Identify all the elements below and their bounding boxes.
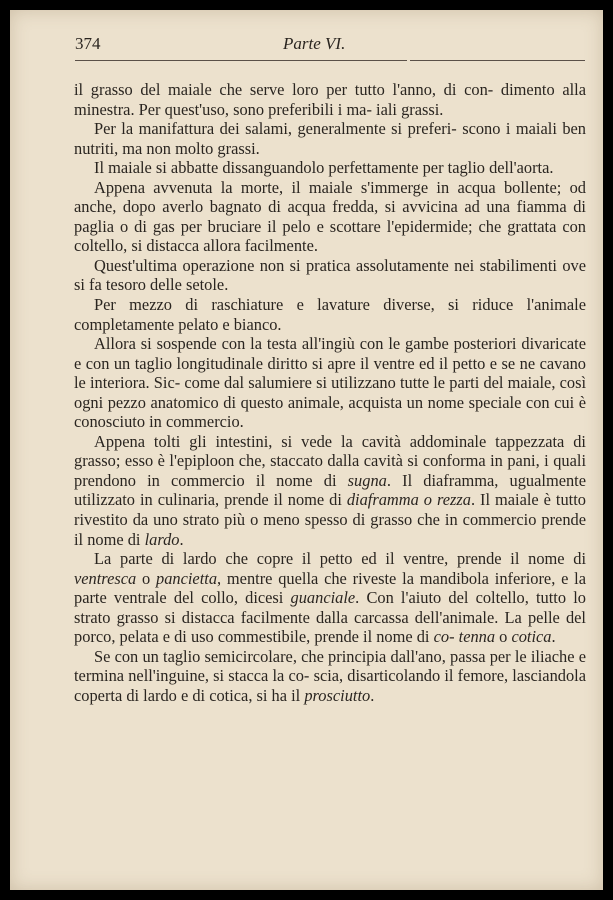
term-italic: diaframma o rezza bbox=[346, 490, 471, 510]
page-number: 374 bbox=[75, 34, 101, 53]
text-line: . bbox=[551, 627, 556, 647]
term-italic: guanciale bbox=[290, 588, 356, 608]
text-line: Appena avvenuta la morte, il maiale s'immerge in acqua bbox=[94, 177, 496, 197]
text-line: iali grassi. bbox=[376, 99, 444, 119]
term-italic: cotica bbox=[511, 627, 552, 647]
text-line: Il maiale si abbatte dissanguandolo perfettamente per bbox=[94, 158, 444, 178]
text-line: tappezzata di grasso; esso è l'epiploon che, staccato dalla bbox=[74, 431, 586, 471]
text-line: La parte di lardo che copre il petto ed il ventre, prende bbox=[94, 549, 502, 569]
text-line: distacca allora facilmente. bbox=[146, 236, 318, 256]
text-line: scono i maiali ben nutriti, ma non molto grassi. bbox=[74, 119, 586, 158]
text-line: dimento alla minestra. Per quest'uso, sono preferibili i ma- bbox=[74, 80, 586, 119]
paragraph bbox=[74, 295, 586, 334]
paragraph bbox=[74, 647, 586, 706]
paragraph bbox=[74, 80, 586, 119]
text-line: taglio dell'aorta. bbox=[447, 158, 554, 178]
paragraph bbox=[74, 178, 586, 256]
text-line: scia, disarticolando il femore, lasciandola coperta di lardo bbox=[74, 666, 586, 705]
paragraph bbox=[74, 158, 586, 178]
text-line: . bbox=[179, 529, 184, 549]
term-italic: ventresca bbox=[74, 568, 137, 588]
body-text bbox=[74, 80, 586, 706]
term-italic: co- bbox=[433, 627, 455, 647]
text-line: , mentre quella che riveste bbox=[217, 568, 397, 588]
text-line: il nome di bbox=[510, 549, 586, 569]
text-line: Per la manifattura dei salami, generalmente si preferi- bbox=[94, 119, 457, 139]
text-line: Quest'ultima operazione non si pratica assolutamente nei bbox=[94, 255, 475, 275]
text-line: apre il ventre ed il petto e se ne cavano le interiora. Sic- bbox=[74, 353, 586, 393]
term-italic: tenna bbox=[458, 627, 496, 647]
text-line: Appena tolti gli intestini, si vede la cavità addominale bbox=[94, 431, 487, 451]
text-line: come dal salumiere si utilizzano tutte le parti del maiale, bbox=[184, 373, 556, 393]
text-line: il grasso del maiale che serve loro per tutto l'anno, di con- bbox=[74, 80, 494, 99]
text-line: stabilimenti ove si fa tesoro delle setole. bbox=[74, 255, 586, 295]
text-line: il nome di bbox=[255, 470, 348, 490]
book-page bbox=[10, 10, 603, 890]
term-italic: lardo bbox=[144, 529, 180, 549]
paragraph bbox=[74, 549, 586, 647]
header-rule-left bbox=[75, 60, 407, 61]
text-line: Se con un taglio semicircolare, che principia dall'ano, bbox=[94, 646, 446, 666]
text-line: bollente; od anche, dopo averlo bagnato di acqua fredda, bbox=[74, 177, 586, 217]
text-line: o bbox=[495, 627, 512, 647]
text-line: passa per le iliache e termina nell'inguine, si stacca la co- bbox=[74, 646, 586, 686]
text-line: l'animale completamente pelato e bianco. bbox=[74, 295, 586, 334]
text-line: la mandibola inferiore, e la parte ventrale del collo, dicesi bbox=[74, 568, 586, 608]
text-line: posteriori divaricate e con un taglio longitudinale diritto si bbox=[74, 334, 586, 373]
term-italic: sugna bbox=[347, 470, 387, 490]
text-line: . Con l'aiuto del coltello, tutto lo strato grasso si bbox=[74, 588, 586, 627]
page-header bbox=[75, 34, 585, 56]
paragraph bbox=[74, 119, 586, 158]
running-title: Parte VI. bbox=[283, 34, 346, 53]
text-line: il pelo e scottare l'epidermide; che grattata con coltello, si bbox=[74, 216, 586, 256]
term-italic: prosciutto bbox=[304, 685, 371, 705]
text-line: porco, pelata e di uso commestibile, prende il nome di bbox=[74, 627, 434, 647]
term-italic: pancietta bbox=[156, 568, 218, 588]
paragraph bbox=[74, 432, 586, 549]
header-rule-right bbox=[410, 60, 585, 61]
paragraph bbox=[74, 256, 586, 295]
text-line: . bbox=[370, 685, 375, 705]
text-line: culinaria, prende il nome di bbox=[157, 490, 347, 510]
text-line: . Il diaframma, ugualmente utilizzato in bbox=[74, 470, 586, 510]
text-line: è tutto rivestito da uno strato più o meno spesso di grasso bbox=[74, 490, 586, 530]
text-line: così ogni pezzo anatomico di questo animale, acquista un bbox=[74, 373, 586, 412]
text-line: nome speciale con cui è conosciuto in commercio. bbox=[74, 392, 586, 432]
text-line: distacca facilmente dalla carcassa dell'animale. La pelle del bbox=[181, 607, 586, 627]
text-line: cavità si conforma in pani, i quali prendono in commercio bbox=[74, 451, 586, 490]
text-line: e di cotica, si ha il bbox=[180, 685, 305, 705]
text-line: Allora si sospende con la testa all'ingiù con le gambe bbox=[94, 334, 449, 354]
paragraph bbox=[74, 334, 586, 432]
text-line: si avvicina ad una fiamma di paglia o di gas per bruciare bbox=[74, 197, 586, 236]
text-line: o bbox=[136, 568, 157, 588]
text-line: Per mezzo di raschiature e lavature diverse, si riduce bbox=[94, 295, 514, 315]
text-line: che in commercio prende il nome di bbox=[74, 510, 586, 549]
text-line: . Il maiale bbox=[470, 490, 539, 510]
